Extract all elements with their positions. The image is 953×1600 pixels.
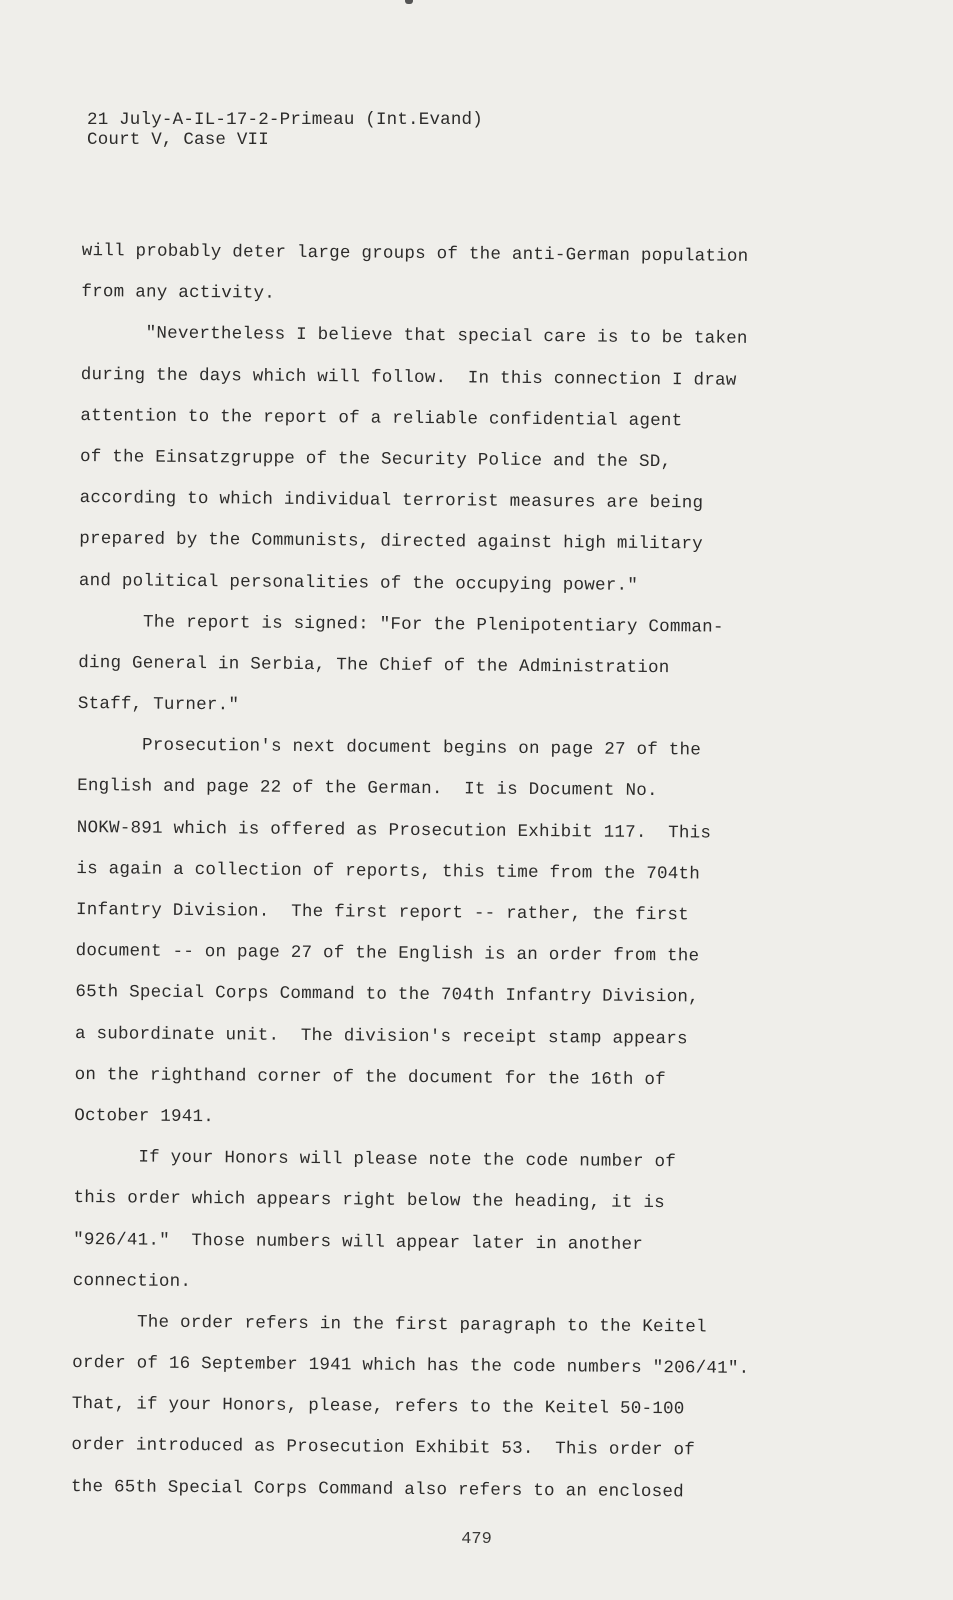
text-line: connection. bbox=[72, 1270, 192, 1292]
text-line: Staff, Turner." bbox=[77, 694, 240, 716]
text-line: If your Honors will please note the code number of bbox=[73, 1147, 677, 1173]
text-line: on the righthand corner of the document for the 16th of bbox=[74, 1064, 667, 1090]
text-line: order introduced as Prosecution Exhibit 53. This order of bbox=[71, 1435, 696, 1461]
text-line: this order which appears right below the heading, it is bbox=[73, 1188, 665, 1214]
text-line: 65th Special Corps Command to the 704th Infantry Division, bbox=[75, 982, 700, 1008]
text-line: attention to the report of a reliable confidential agent bbox=[80, 405, 683, 431]
text-line: of the Einsatzgruppe of the Security Police and the SD, bbox=[79, 446, 672, 473]
header-line-1: 21 July-A-IL-17-2-Primeau (Int.Evand) bbox=[87, 110, 483, 130]
text-line: during the days which will follow. In this connection I draw bbox=[80, 364, 737, 391]
text-line: a subordinate unit. The division's receipt stamp appears bbox=[74, 1023, 688, 1049]
text-line: the 65th Special Corps Command also refers to an enclosed bbox=[70, 1476, 684, 1502]
text-line: document -- on page 27 of the English is an order from the bbox=[75, 941, 700, 967]
text-line: ding General in Serbia, The Chief of the Administration bbox=[78, 652, 670, 679]
transcript-body bbox=[71, 231, 852, 1514]
page-number: 479 bbox=[461, 1530, 492, 1549]
text-line: prepared by the Communists, directed against high military bbox=[79, 529, 703, 555]
text-line: The report is signed: "For the Plenipotentiary Comman- bbox=[78, 611, 724, 638]
text-line: according to which individual terrorist measures are being bbox=[79, 488, 704, 514]
text-line: That, if your Honors, please, refers to the Keitel 50-100 bbox=[71, 1394, 685, 1420]
text-line: English and page 22 of the German. It is Document No. bbox=[77, 776, 658, 802]
text-line: Infantry Division. The first report -- rather, the first bbox=[75, 899, 689, 926]
header-line-2: Court V, Case VII bbox=[87, 130, 269, 150]
text-line: The order refers in the first paragraph to the Keitel bbox=[72, 1311, 707, 1338]
staple-mark bbox=[405, 0, 413, 4]
text-line: NOKW-891 which is offered as Prosecution Exhibit 117. This bbox=[76, 817, 712, 844]
text-line: will probably deter large groups of the anti-German population bbox=[81, 240, 749, 267]
text-line: and political personalities of the occupying power." bbox=[78, 570, 639, 596]
text-line: October 1941. bbox=[74, 1105, 215, 1128]
text-line: "926/41." Those numbers will appear later in another bbox=[73, 1229, 644, 1255]
document-header bbox=[87, 110, 483, 150]
text-line: "Nevertheless I believe that special care is to be taken bbox=[81, 323, 748, 350]
text-line: Prosecution's next document begins on page 27 of the bbox=[77, 735, 702, 761]
text-line: order of 16 September 1941 which has the code numbers "206/41". bbox=[72, 1353, 750, 1379]
text-line: is again a collection of reports, this time from the 704th bbox=[76, 858, 701, 885]
text-line: from any activity. bbox=[81, 282, 276, 304]
